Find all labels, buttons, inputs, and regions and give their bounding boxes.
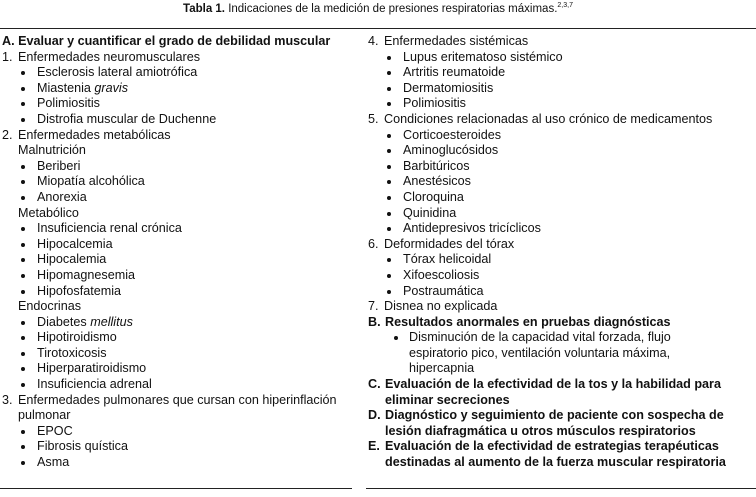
list-item: Hipomagnesemia: [2, 268, 352, 284]
list-item: Lupus eritematoso sistémico: [368, 50, 756, 66]
right-column: [368, 34, 756, 471]
list-item: Aminoglucósidos: [368, 143, 756, 159]
list-item: Polimiositis: [2, 96, 352, 112]
table-top-rule: [0, 28, 756, 29]
caption-refs: 2,3,7: [557, 2, 573, 10]
group-6: [368, 237, 756, 253]
subgroup-title: Endocrinas: [18, 299, 82, 314]
list-item: Beriberi: [2, 159, 352, 175]
group-5: [368, 112, 756, 128]
group-title: Deformidades del tórax: [384, 236, 515, 251]
group-7: [368, 299, 756, 315]
group-number: 4.: [368, 34, 379, 48]
section-a-heading: A. Evaluar y cuantificar el grado de debilidad muscular: [2, 34, 331, 48]
list-item: Cloroquina: [368, 190, 756, 206]
section-b-heading: B. Resultados anormales en pruebas diagnósticas: [368, 314, 671, 329]
list-item: Anestésicos: [368, 174, 756, 190]
list-item: Quinidina: [368, 206, 756, 222]
list-item: Disminución de la capacidad vital forzada, flujo espiratorio pico, ventilación voluntaria máxima, hipercapnia: [368, 330, 709, 377]
group-number: 6.: [368, 236, 379, 251]
list-item: EPOC: [2, 424, 352, 440]
caption-text: Indicaciones de la medición de presiones respiratorias máximas.: [225, 3, 558, 15]
list-item: Hipocalemia: [2, 252, 352, 268]
list-item: Insuficiencia renal crónica: [2, 221, 352, 237]
subgroup-title: Metabólico: [18, 205, 79, 220]
caption-label: Tabla 1.: [183, 3, 225, 15]
section-d-heading: D. Diagnóstico y seguimiento de paciente con sospecha de lesión diafragmática u otros músculos respiratorios: [368, 408, 724, 438]
group-number: 3.: [2, 392, 13, 407]
list-item: Artritis reumatoide: [368, 65, 756, 81]
table-bottom-rule-left: [0, 488, 352, 489]
group-title: Enfermedades neuromusculares: [18, 49, 201, 64]
table-bottom-rule-right: [366, 488, 756, 489]
list-item: Postraumática: [368, 284, 756, 300]
list-item: Distrofia muscular de Duchenne: [2, 112, 352, 128]
group-number: 2.: [2, 127, 13, 142]
group-number: 5.: [368, 111, 379, 126]
list-item: Miopatía alcohólica: [2, 174, 352, 190]
group-3: [2, 393, 352, 424]
list-item: Dermatomiositis: [368, 81, 756, 97]
list-item: Polimiositis: [368, 96, 756, 112]
group-4: [368, 34, 756, 50]
list-item: Hipocalcemia: [2, 237, 352, 253]
group-title: Enfermedades sistémicas: [384, 34, 529, 48]
list-item: Diabetes mellitus: [2, 315, 352, 331]
section-c-heading: C. Evaluación de la efectividad de la tos y la habilidad para eliminar secreciones: [368, 377, 721, 407]
group-number: 7.: [368, 299, 379, 314]
group-title: Disnea no explicada: [384, 299, 498, 314]
list-item: Asma: [2, 455, 352, 471]
group-2: [2, 128, 352, 144]
list-item: Tirotoxicosis: [2, 346, 352, 362]
list-item: Hipotiroidismo: [2, 330, 352, 346]
group-title: Enfermedades metabólicas: [18, 127, 171, 142]
subgroup-title: Malnutrición: [18, 143, 86, 158]
list-item: Xifoescoliosis: [368, 268, 756, 284]
list-item: Tórax helicoidal: [368, 252, 756, 268]
list-item: Corticoesteroides: [368, 128, 756, 144]
list-item: Antidepresivos tricíclicos: [368, 221, 756, 237]
list-item: Fibrosis quística: [2, 439, 352, 455]
list-item: Hiperparatiroidismo: [2, 361, 352, 377]
list-item: Hipofosfatemia: [2, 284, 352, 300]
list-item: Miastenia gravis: [2, 81, 352, 97]
list-item: Insuficiencia adrenal: [2, 377, 352, 393]
list-item: Barbitúricos: [368, 159, 756, 175]
group-title: Condiciones relacionadas al uso crónico de medicamentos: [384, 111, 713, 126]
section-e-heading: E. Evaluación de la efectividad de estrategias terapéuticas destinadas al aumento de la fuerza muscular respiratoria: [368, 439, 726, 470]
table-caption: [0, 2, 756, 16]
list-item: Esclerosis lateral amiotrófica: [2, 65, 352, 81]
left-column: [2, 34, 352, 471]
group-1: [2, 50, 352, 66]
group-number: 1.: [2, 49, 13, 64]
list-item: Anorexia: [2, 190, 352, 206]
group-title: Enfermedades pulmonares que cursan con hiperinflación pulmonar: [18, 392, 337, 423]
